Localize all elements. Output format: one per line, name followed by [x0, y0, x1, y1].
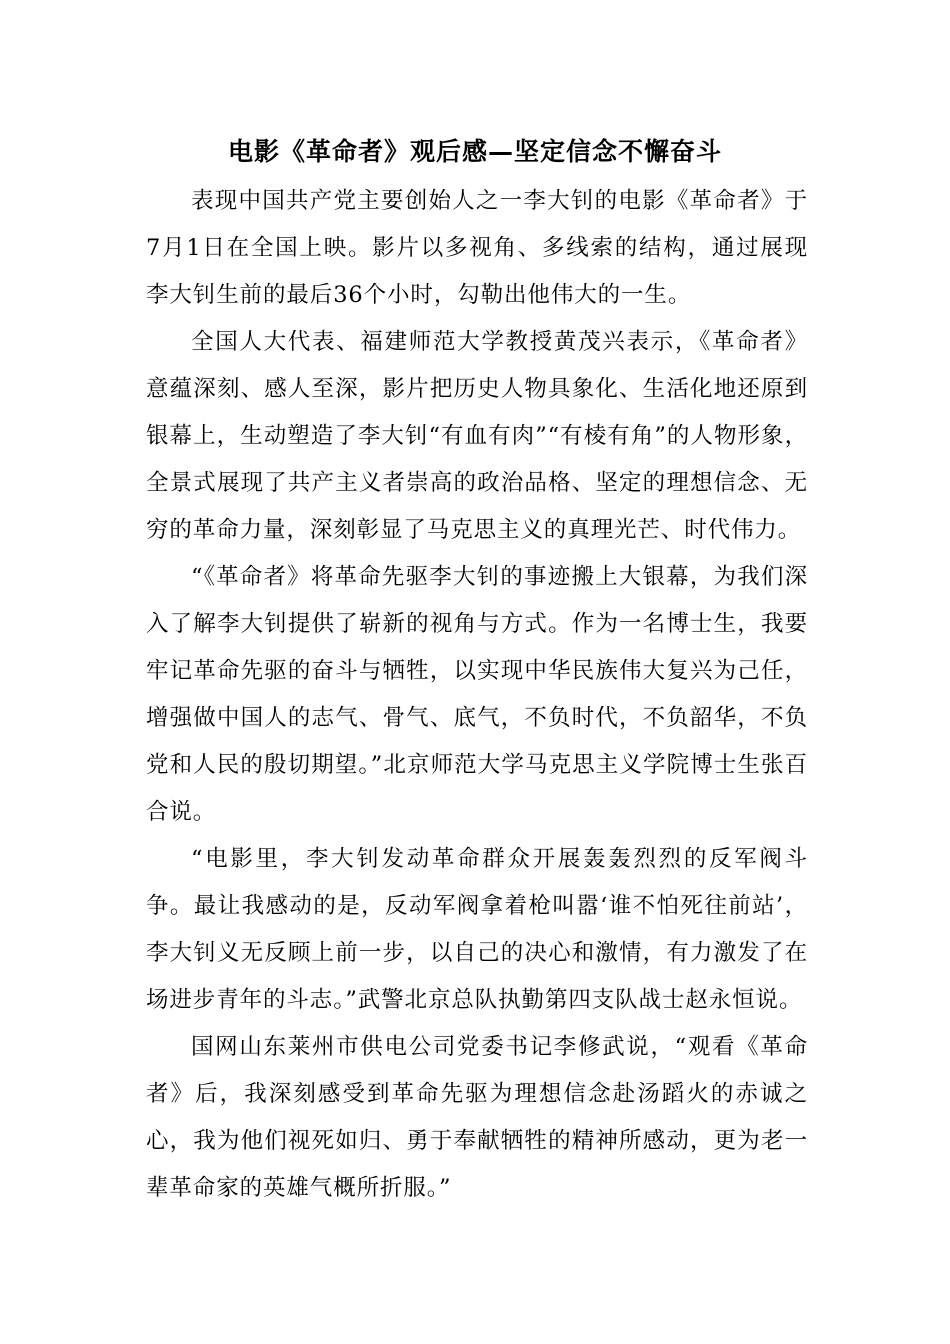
document-title: 电影《革命者》观后感—坚定信念不懈奋斗 [227, 137, 722, 166]
paragraph: 全国人大代表、福建师范大学教授黄茂兴表示，《革命者》意蕴深刻、感人至深，影片把历史人物具象化、生活化地还原到银幕上，生动塑造了李大钊“有血有肉”“有棱有角”的人物形象，全景式展现了共产主义者崇高的政治品格、坚定的理想信念、无穷的革命力量，深刻彰显了马克思主义的真理光芒、时代伟力。 [146, 329, 808, 543]
paragraph: “《革命者》将革命先驱李大钊的事迹搬上大银幕，为我们深入了解李大钊提供了崭新的视角与方式。作为一名博士生，我要牢记革命先驱的奋斗与牺牲，以实现中华民族伟大复兴为己任，增强做中国人的志气、骨气、底气，不负时代，不负韶华，不负党和人民的殷切期望。”北京师范大学马克思主义学院博士生张百合说。 [146, 564, 808, 825]
paragraph: 表现中国共产党主要创始人之一李大钊的电影《革命者》于7月1日在全国上映。影片以多视角、多线索的结构，通过展现李大钊生前的最后36个小时，勾勒出他伟大的一生。 [146, 188, 808, 308]
document-body [146, 178, 808, 1212]
paragraph: “电影里，李大钊发动革命群众开展轰轰烈烈的反军阀斗争。最让我感动的是，反动军阀拿着枪叫嚣‘谁不怕死往前站’，李大钊义无反顾上前一步，以自己的决心和激情，有力激发了在场进步青年的斗志。”武警北京总队执勤第四支队战士赵永恒说。 [146, 846, 808, 1013]
paragraph: 国网山东莱州市供电公司党委书记李修武说，“观看《革命者》后，我深刻感受到革命先驱为理想信念赴汤蹈火的赤诚之心，我为他们视死如归、勇于奉献牺牲的精神所感动，更为老一辈革命家的英雄气概所折服。” [146, 1034, 808, 1201]
